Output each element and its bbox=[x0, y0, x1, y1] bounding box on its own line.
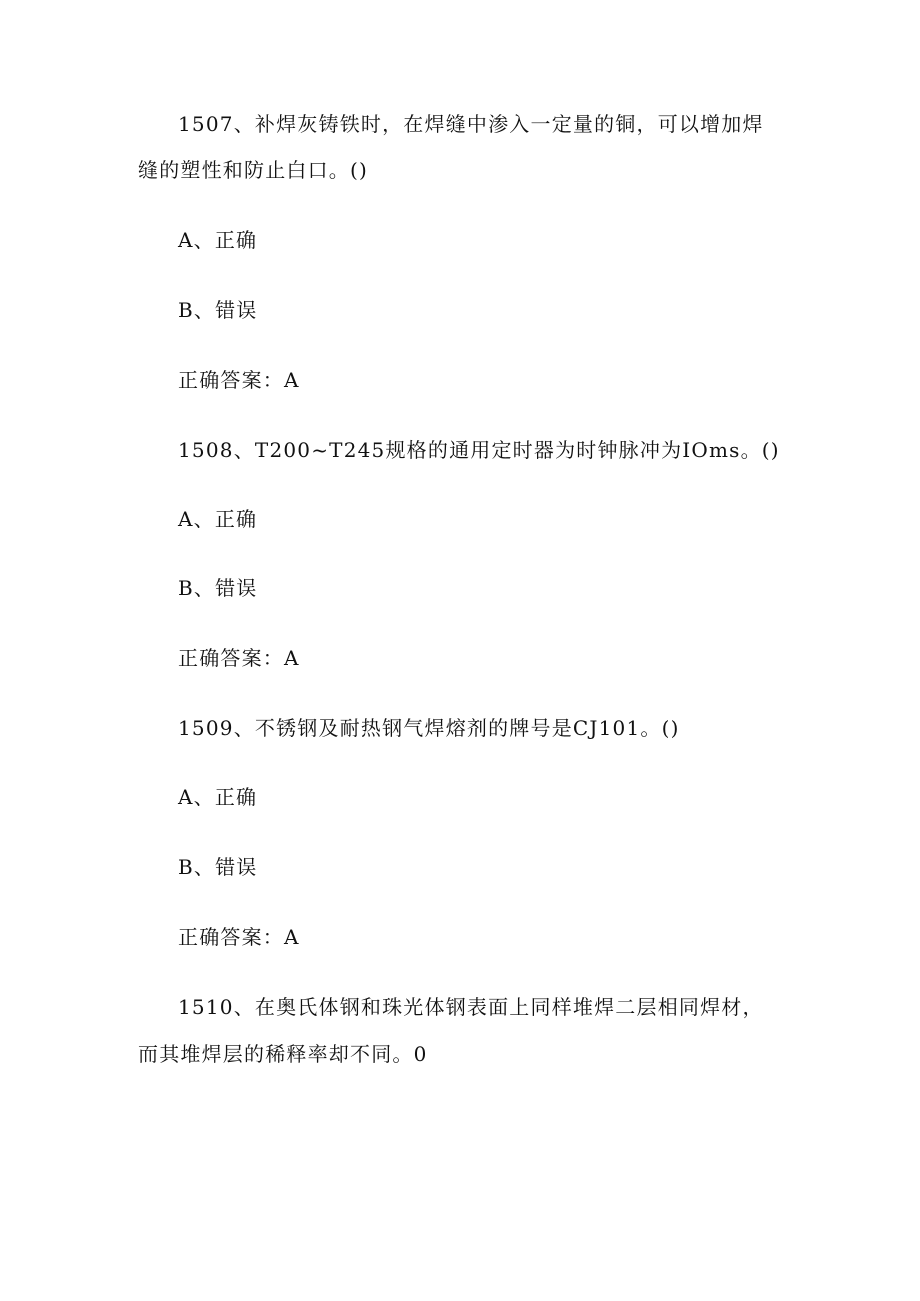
question-1508-answer: 正确答案：A bbox=[178, 646, 300, 670]
question-1508-stem-line1: 1508、T200~T245规格的通用定时器为时钟脉冲为IOms。() bbox=[178, 438, 780, 462]
question-1507-stem-line1: 1507、补焊灰铸铁时，在焊缝中渗入一定量的铜，可以增加焊 bbox=[178, 112, 764, 136]
question-1508-option-b: B、错误 bbox=[178, 576, 258, 600]
question-1507-answer: 正确答案：A bbox=[178, 368, 300, 392]
question-1509-option-b: B、错误 bbox=[178, 855, 258, 879]
question-1509-stem-line1: 1509、不锈钢及耐热钢气焊熔剂的牌号是CJ101。() bbox=[178, 716, 680, 740]
question-1507-option-b: B、错误 bbox=[178, 298, 258, 322]
question-1508-option-a: A、正确 bbox=[178, 507, 258, 531]
question-1507-stem-line2: 缝的塑性和防止白口。() bbox=[138, 158, 369, 182]
question-1510-stem-line1: 1510、在奥氏体钢和珠光体钢表面上同样堆焊二层相同焊材， bbox=[178, 995, 764, 1019]
question-1509-option-a: A、正确 bbox=[178, 785, 258, 809]
question-1507-option-a: A、正确 bbox=[178, 228, 258, 252]
question-1509-answer: 正确答案：A bbox=[178, 925, 300, 949]
question-1510-stem-line2: 而其堆焊层的稀释率却不同。0 bbox=[138, 1042, 428, 1066]
